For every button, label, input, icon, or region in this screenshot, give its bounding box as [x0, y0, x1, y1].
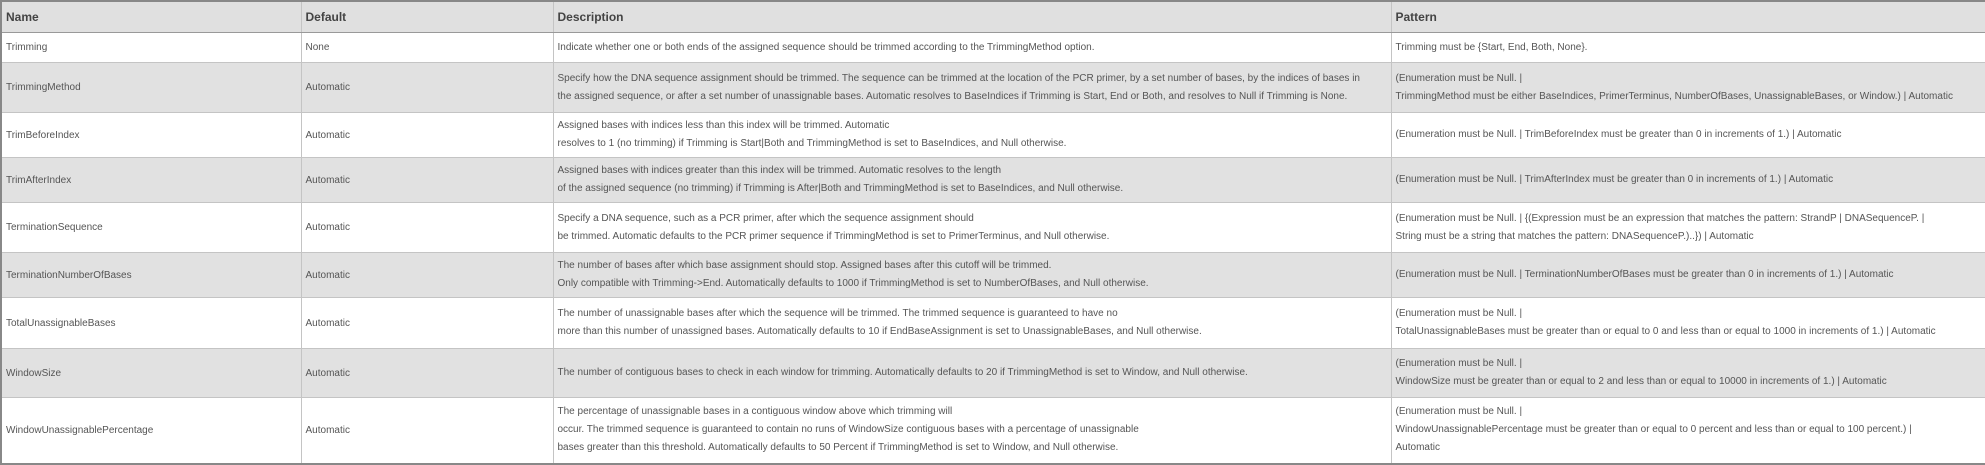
option-name-cell: TrimAfterIndex: [1, 158, 301, 203]
pattern-line: Automatic: [1395, 442, 1440, 454]
option-description-cell: [553, 298, 1391, 349]
description-line: Assigned bases with indices less than this index will be trimmed. Automatic: [557, 120, 890, 131]
column-header-description: Description: [553, 1, 1391, 33]
pattern-line: WindowSize must be greater than or equal to 2 and less than or equal to 10000 in increments of 1.) | Automatic: [1395, 376, 1887, 387]
option-default-cell: Automatic: [301, 203, 553, 253]
option-description-cell: [553, 203, 1391, 253]
pattern-line: (Enumeration must be Null. |: [1395, 308, 1523, 319]
pattern-line: (Enumeration must be Null. |: [1395, 406, 1523, 418]
description-line: Only compatible with Trimming->End. Automatically defaults to 1000 if TrimmingMethod is set to NumberOfBases, and Null otherwise.: [557, 278, 1149, 289]
option-name-cell: Trimming: [1, 33, 301, 63]
column-header-pattern: Pattern: [1391, 1, 1985, 33]
description-line: the assigned sequence, or after a set number of unassignable bases. Automatic resolves to BaseIndices if Trimming is Start, End or Both, and resolves to Null if Trimming is None.: [557, 90, 1348, 102]
option-default-cell: Automatic: [301, 298, 553, 349]
description-line: resolves to 1 (no trimming) if Trimming is Start|Both and TrimmingMethod is set to BaseIndices, and Null otherwise.: [557, 138, 1067, 149]
pattern-line: (Enumeration must be Null. |: [1395, 358, 1523, 369]
description-line: occur. The trimmed sequence is guaranteed to contain no runs of WindowSize contiguous bases with a percentage of unassignable: [557, 424, 1139, 436]
option-name-cell: WindowUnassignablePercentage: [1, 398, 301, 464]
option-pattern-cell: [1391, 33, 1985, 63]
description-line: more than this number of unassigned bases. Automatically defaults to 10 if EndBaseAssignment is set to UnassignableBases, and Null otherwise.: [557, 326, 1202, 337]
option-pattern-cell: [1391, 298, 1985, 349]
option-default-cell: Automatic: [301, 398, 553, 464]
description-line: of the assigned sequence (no trimming) if Trimming is After|Both and TrimmingMethod is set to BaseIndices, and Null otherwise.: [557, 183, 1124, 194]
option-description-cell: [553, 253, 1391, 298]
option-default-cell: Automatic: [301, 349, 553, 398]
option-pattern-cell: [1391, 398, 1985, 464]
option-description-cell: [553, 349, 1391, 398]
option-description-cell: [553, 33, 1391, 63]
option-description-cell: [553, 63, 1391, 113]
description-line: The number of bases after which base assignment should stop. Assigned bases after this cutoff will be trimmed.: [557, 260, 1052, 271]
description-line: Assigned bases with indices greater than this index will be trimmed. Automatic resolves to the length: [557, 165, 1002, 176]
description-line: bases greater than this threshold. Automatically defaults to 50 Percent if TrimmingMethod is set to Window, and Null otherwise.: [557, 442, 1119, 454]
description-line: The number of contiguous bases to check in each window for trimming. Automatically defaults to 20 if TrimmingMethod is set to Window, and Null otherwise.: [557, 367, 1248, 378]
pattern-line: WindowUnassignablePercentage must be greater than or equal to 0 percent and less than or equal to 100 percent.) |: [1395, 424, 1912, 436]
option-pattern-cell: [1391, 349, 1985, 398]
option-default-cell: Automatic: [301, 113, 553, 158]
table-row: [1, 253, 1985, 298]
option-default-cell: Automatic: [301, 253, 553, 298]
option-default-cell: Automatic: [301, 158, 553, 203]
table-row: [1, 33, 1985, 63]
table-row: [1, 298, 1985, 349]
table-row: [1, 203, 1985, 253]
column-header-name: Name: [1, 1, 301, 33]
option-default-cell: Automatic: [301, 63, 553, 113]
option-pattern-cell: [1391, 203, 1985, 253]
pattern-line: (Enumeration must be Null. | {(Expression must be an expression that matches the pattern: StrandP | DNASequenceP. |: [1395, 212, 1925, 224]
table-row: [1, 158, 1985, 203]
description-line: be trimmed. Automatic defaults to the PCR primer sequence if TrimmingMethod is set to PrimerTerminus, and Null otherwise.: [557, 230, 1110, 242]
option-description-cell: [553, 158, 1391, 203]
pattern-line: (Enumeration must be Null. | TrimAfterIndex must be greater than 0 in increments of 1.) | Automatic: [1395, 174, 1834, 185]
pattern-line: (Enumeration must be Null. |: [1395, 72, 1523, 84]
option-name-cell: TerminationSequence: [1, 203, 301, 253]
option-description-cell: [553, 113, 1391, 158]
description-line: Indicate whether one or both ends of the assigned sequence should be trimmed according to the TrimmingMethod option.: [557, 41, 1095, 53]
option-name-cell: TotalUnassignableBases: [1, 298, 301, 349]
column-header-default: Default: [301, 1, 553, 33]
option-default-cell: None: [301, 33, 553, 63]
option-description-cell: [553, 398, 1391, 464]
pattern-line: TotalUnassignableBases must be greater than or equal to 0 and less than or equal to 1000 in increments of 1.) | Automatic: [1395, 326, 1936, 337]
table-row: [1, 63, 1985, 113]
pattern-line: Trimming must be {Start, End, Both, None}.: [1395, 41, 1588, 53]
pattern-line: (Enumeration must be Null. | TrimBeforeIndex must be greater than 0 in increments of 1.) | Automatic: [1395, 129, 1842, 140]
option-name-cell: TerminationNumberOfBases: [1, 253, 301, 298]
option-pattern-cell: [1391, 113, 1985, 158]
table-row: [1, 398, 1985, 464]
table-row: [1, 349, 1985, 398]
option-pattern-cell: [1391, 63, 1985, 113]
description-line: The number of unassignable bases after which the sequence will be trimmed. The trimmed sequence is guaranteed to have no: [557, 308, 1118, 319]
option-name-cell: WindowSize: [1, 349, 301, 398]
description-line: Specify a DNA sequence, such as a PCR primer, after which the sequence assignment should: [557, 212, 974, 224]
description-line: Specify how the DNA sequence assignment should be trimmed. The sequence can be trimmed at the location of the PCR primer, by a set number of bases, by the indices of bases in: [557, 72, 1360, 84]
header-row: [1, 1, 1985, 33]
table-body: [1, 33, 1985, 464]
description-line: The percentage of unassignable bases in a contiguous window above which trimming will: [557, 406, 953, 418]
table-row: [1, 113, 1985, 158]
option-pattern-cell: [1391, 158, 1985, 203]
option-name-cell: TrimBeforeIndex: [1, 113, 301, 158]
pattern-line: TrimmingMethod must be either BaseIndices, PrimerTerminus, NumberOfBases, UnassignableBases, or Window.) | Automatic: [1395, 90, 1953, 102]
pattern-line: (Enumeration must be Null. | TerminationNumberOfBases must be greater than 0 in increments of 1.) | Automatic: [1395, 269, 1894, 280]
option-name-cell: TrimmingMethod: [1, 63, 301, 113]
option-pattern-cell: [1391, 253, 1985, 298]
pattern-line: String must be a string that matches the pattern: DNASequenceP.)..}) | Automatic: [1395, 230, 1754, 242]
